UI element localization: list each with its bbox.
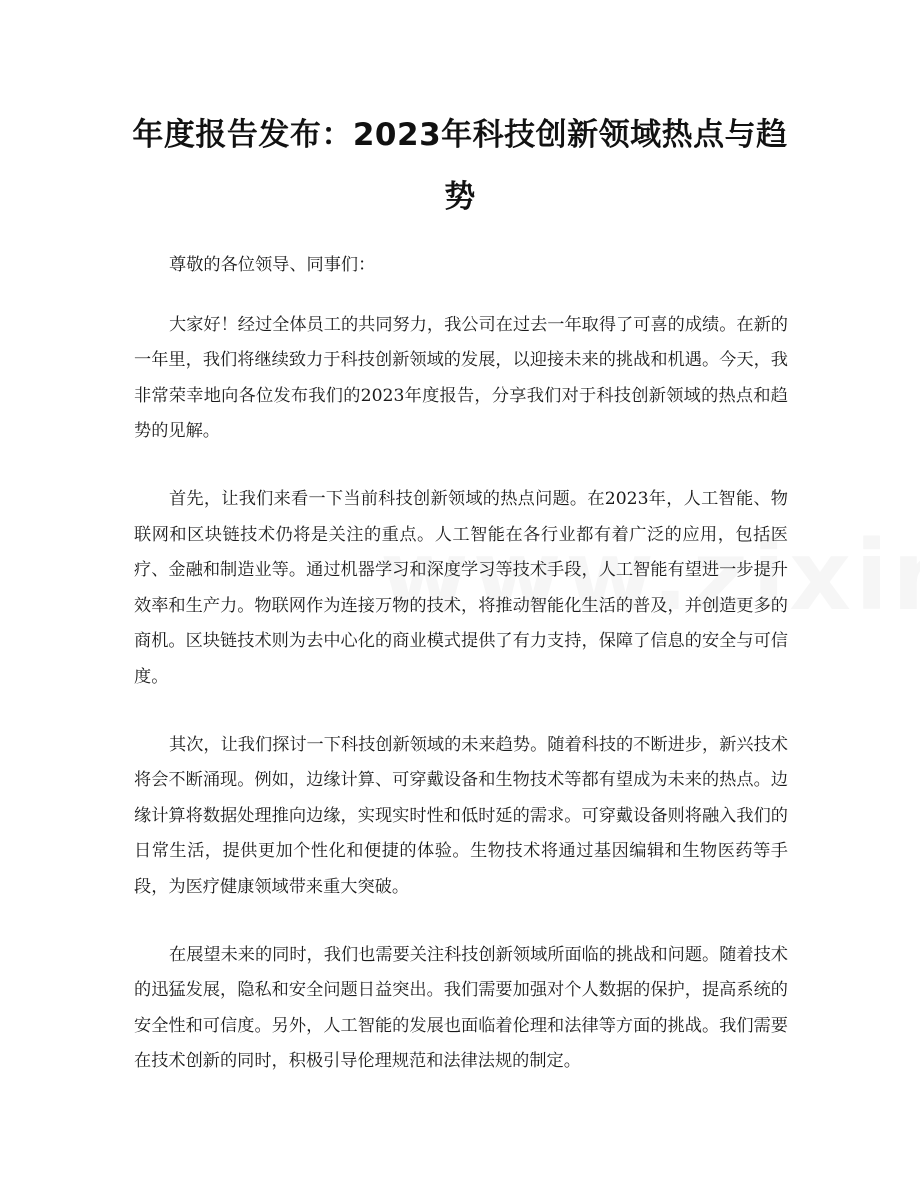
intro-paragraph: 大家好！经过全体员工的共同努力，我公司在过去一年取得了可喜的成绩。在新的一年里，我们将继续致力于科技创新领域的发展，以迎接未来的挑战和机遇。今天，我非常荣幸地向各位发布我们的2023年度报告，分享我们对于科技创新领域的热点和趋势的见解。 bbox=[134, 314, 788, 442]
document-title: 年度报告发布：2023年科技创新领域热点与趋势 bbox=[132, 117, 788, 215]
trends-paragraph: 其次，让我们探讨一下科技创新领域的未来趋势。随着科技的不断进步，新兴技术将会不断涌现。例如，边缘计算、可穿戴设备和生物技术等都有望成为未来的热点。边缘计算将数据处理推向边缘，实现实时性和低时延的需求。可穿戴设备则将融入我们的日常生活，提供更加个性化和便捷的体验。生物技术将通过基因编辑和生物医药等手段，为医疗健康领域带来重大突破。 bbox=[134, 734, 788, 897]
document-body bbox=[134, 248, 788, 1112]
hotspots-paragraph: 首先，让我们来看一下当前科技创新领域的热点问题。在2023年，人工智能、物联网和区块链技术仍将是关注的重点。人工智能在各行业都有着广泛的应用，包括医疗、金融和制造业等。通过机器学习和深度学习等技术手段，人工智能有望进一步提升效率和生产力。物联网作为连接万物的技术，将推动智能化生活的普及，并创造更多的商机。区块链技术则为去中心化的商业模式提供了有力支持，保障了信息的安全与可信度。 bbox=[134, 488, 788, 687]
challenges-paragraph: 在展望未来的同时，我们也需要关注科技创新领域所面临的挑战和问题。随着技术的迅猛发展，隐私和安全问题日益突出。我们需要加强对个人数据的保护，提高系统的安全性和可信度。另外，人工智能的发展也面临着伦理和法律等方面的挑战。我们需要在技术创新的同时，积极引导伦理规范和法律法规的制定。 bbox=[134, 944, 788, 1072]
greeting-paragraph: 尊敬的各位领导、同事们： bbox=[169, 255, 376, 275]
